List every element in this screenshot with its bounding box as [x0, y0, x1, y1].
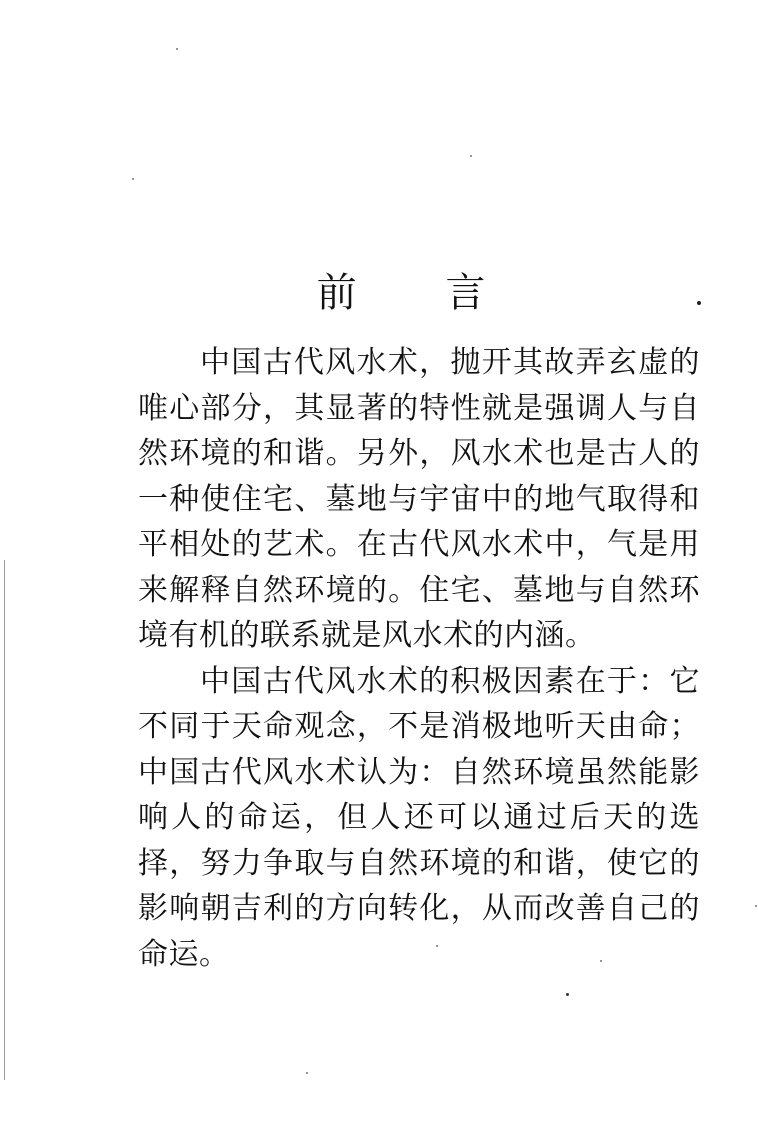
scan-speck	[436, 945, 438, 947]
scan-speck	[697, 301, 701, 305]
scan-edge-line	[4, 560, 5, 1080]
scan-speck	[176, 48, 178, 50]
scan-speck	[566, 993, 569, 996]
scan-speck	[470, 155, 472, 157]
page-title: 前 言	[316, 269, 524, 316]
body-text	[138, 340, 700, 977]
paragraph-1: 中国古代风水术，抛开其故弄玄虚的唯心部分，其显著的特性就是强调人与自然环境的和谐。另外，风水术也是古人的一种使住宅、墓地与宇宙中的地气取得和平相处的艺术。在古代风水术中，气是用来解释自然环境的。住宅、墓地与自然环境有机的联系就是风水术的内涵。	[138, 345, 700, 653]
scan-speck	[755, 905, 757, 907]
scan-speck	[132, 178, 134, 180]
paragraph-2: 中国古代风水术的积极因素在于：它不同于天命观念，不是消极地听天由命；中国古代风水术认为：自然环境虽然能影响人的命运，但人还可以通过后天的选择，努力争取与自然环境的和谐，使它的影响朝吉利的方向转化，从而改善自己的命运。	[138, 663, 700, 972]
scan-speck	[600, 960, 602, 962]
scan-speck	[306, 1072, 308, 1074]
